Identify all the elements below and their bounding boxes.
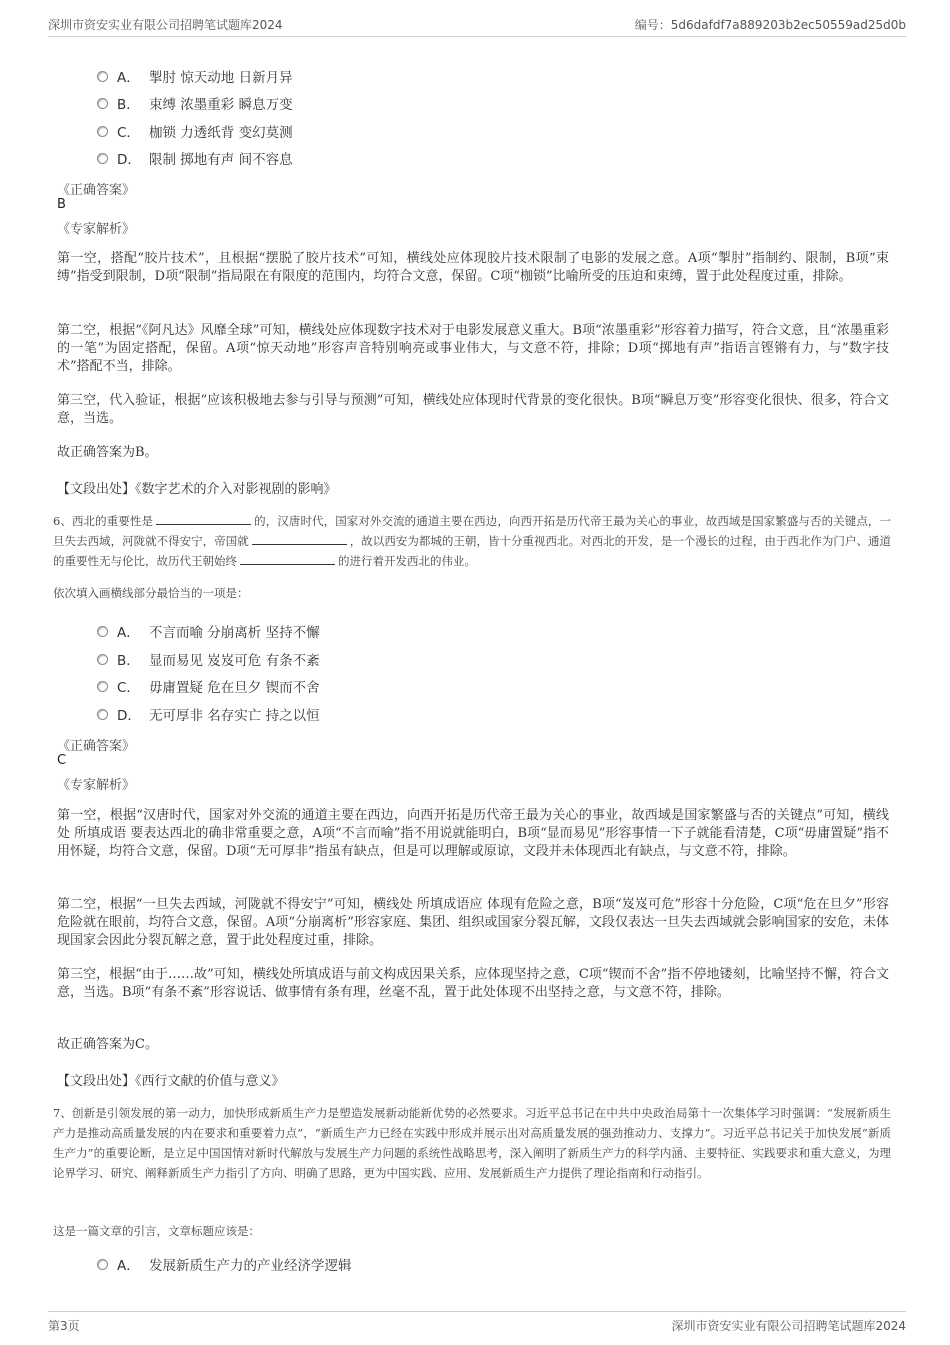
fill-blank-1 [156, 512, 251, 525]
q6-stem-part-1: 6、西北的重要性是 [53, 514, 154, 528]
q5-conclusion: 故正确答案为B。 [57, 445, 158, 460]
radio-icon[interactable] [97, 98, 108, 109]
option-letter: D． [117, 152, 141, 168]
q5-source: 【文段出处】《数字艺术的介入对影视剧的影响》 [57, 482, 337, 497]
option-text: 限制 掷地有声 间不容息 [149, 152, 293, 168]
option-text: 无可厚非 名存实亡 持之以恒 [149, 708, 320, 724]
option-text: 显而易见 岌岌可危 有条不紊 [149, 653, 320, 669]
q5-option-a[interactable] [97, 65, 293, 87]
q6-option-a[interactable] [97, 620, 320, 642]
radio-icon[interactable] [97, 654, 108, 665]
option-text: 毋庸置疑 危在旦夕 锲而不舍 [149, 680, 320, 696]
q6-conclusion: 故正确答案为C。 [57, 1037, 158, 1052]
q6-analysis-paragraph-1: 第一空，根据“汉唐时代，国家对外交流的通道主要在西边，向西开拓是历代帝王最为关心的事业，故西域是国家繁盛与否的关键点”可知，横线处 所填成语 要表达西北的确非常重要之意，A项“不言而喻”指不用说就能明白，B项“显而易见”形容事情一下子就能看清楚，C项“毋庸置疑”指不用怀疑，均符合文意，保留。D项“无可厚非”指虽有缺点，但是可以理解或原谅，文段并未体现西北有缺点，与文意不符，排除。 [57, 808, 889, 859]
option-letter: C． [117, 680, 140, 696]
q6-answer-label: 《正确答案》 [57, 739, 136, 754]
q5-analysis-paragraph-1: 第一空，搭配“胶片技术”，且根据“摆脱了胶片技术”可知，横线处应体现胶片技术限制了电影的发展之意。A项“掣肘”指制约、限制，B项“束缚”指受到限制，D项“限制”指局限在有限度的范围内，均符合文意，保留。C项“枷锁”比喻所受的压迫和束缚，置于此处程度过重，排除。 [57, 251, 889, 284]
q6-answer: C [57, 753, 67, 768]
q6-option-b[interactable] [97, 648, 320, 670]
option-letter: B． [117, 97, 140, 113]
radio-icon[interactable] [97, 126, 108, 137]
q6-stem-part-2: 的，汉唐时代，国家对外交流的通道主要在西边，向西开拓是历代帝王最为关心的事业，故西域是国家繁盛与否的关键点，一旦失去西域，河陇就不得安宁，帝国就 [53, 514, 891, 548]
q7-stem: 7、创新是引领发展的第一动力，加快形成新质生产力是塑造发展新动能新优势的必然要求。习近平总书记在中共中央政治局第十一次集体学习时强调：“发展新质生产力是推动高质量发展的内在要求和重要着力点”，“新质生产力已经在实践中形成并展示出对高质量发展的强劲推动力、支撑力”。习近平总书记关于加快发展“新质生产力”的重要论断，是立足中国国情对新时代解放与发展生产力问题的系统性战略思考，深入阐明了新质生产力的科学内涵、主要特征、实践要求和重大意义，为理论界学习、研究、阐释新质生产力指引了方向、明确了思路，更为中国实践、应用、发展新质生产力提供了理论指南和行动指引。 [53, 1106, 891, 1180]
header-document-id: 编号：5d6dafdf7a889203b2ec50559ad25d0b [634, 18, 906, 32]
q6-stem [53, 511, 891, 571]
radio-icon[interactable] [97, 709, 108, 720]
option-text: 发展新质生产力的产业经济学逻辑 [149, 1258, 352, 1274]
q6-source: 【文段出处】《西行文献的价值与意义》 [57, 1074, 285, 1089]
q6-stem-part-4: 的进行着开发西北的伟业。 [338, 554, 476, 568]
q6-option-c[interactable] [97, 675, 320, 697]
header-title: 深圳市资安实业有限公司招聘笔试题库2024 [48, 18, 283, 32]
q6-option-d[interactable] [97, 703, 320, 725]
q5-analysis-paragraph-2: 第二空，根据“《阿凡达》风靡全球”可知，横线处应体现数字技术对于电影发展意义重大。B项“浓墨重彩”形容着力描写，符合文意，且“浓墨重彩的一笔”为固定搭配，保留。A项“惊天动地”形容声音特别响亮或事业伟大，与文意不符，排除；D项“掷地有声”指语言铿锵有力，与“数字技术”搭配不当，排除。 [57, 323, 889, 374]
page-footer [48, 1311, 906, 1340]
q5-option-d[interactable] [97, 147, 293, 169]
radio-icon[interactable] [97, 1259, 108, 1270]
radio-icon[interactable] [97, 681, 108, 692]
fill-blank-2 [252, 532, 347, 545]
q6-prompt: 依次填入画横线部分最恰当的一项是： [53, 586, 249, 600]
option-letter: B． [117, 653, 140, 669]
radio-icon[interactable] [97, 153, 108, 164]
option-letter: A． [117, 1258, 140, 1274]
radio-icon[interactable] [97, 626, 108, 637]
q5-analysis-paragraph-3: 第三空，代入验证，根据“应该积极地去参与引导与预测”可知，横线处应体现时代背景的变化很快。B项“瞬息万变”形容变化很快、很多，符合文意，当选。 [57, 393, 889, 426]
q6-analysis-label: 《专家解析》 [57, 778, 136, 793]
fill-blank-3 [240, 552, 335, 565]
q6-stem-part-3: ，故以西安为都城的王朝，皆十分重视西北。对西北的开发，是一个漫长的过程，由于西北作为门户、通道的重要性无与伦比，故历代王朝始终 [53, 534, 891, 568]
option-text: 束缚 浓墨重彩 瞬息万变 [149, 97, 293, 113]
option-letter: A． [117, 625, 140, 641]
footer-title: 深圳市资安实业有限公司招聘笔试题库2024 [671, 1319, 906, 1333]
q5-option-b[interactable] [97, 92, 293, 114]
option-text: 枷锁 力透纸背 变幻莫测 [149, 125, 293, 141]
option-letter: D． [117, 708, 141, 724]
q5-answer-label: 《正确答案》 [57, 183, 136, 198]
q5-answer: B [57, 197, 66, 212]
page-number: 第3页 [48, 1319, 80, 1333]
option-letter: C． [117, 125, 140, 141]
q5-analysis-label: 《专家解析》 [57, 222, 136, 237]
option-text: 不言而喻 分崩离析 坚持不懈 [149, 625, 320, 641]
radio-icon[interactable] [97, 71, 108, 82]
q5-option-c[interactable] [97, 120, 293, 142]
page-header [48, 10, 906, 37]
q7-option-a[interactable] [97, 1253, 352, 1275]
option-letter: A． [117, 70, 140, 86]
q6-analysis-paragraph-3: 第三空，根据“由于……故”可知，横线处所填成语与前文构成因果关系，应体现坚持之意，C项“锲而不舍”指不停地镂刻，比喻坚持不懈，符合文意，当选。B项“有条不紊”形容说话、做事情有条有理，丝毫不乱，置于此处体现不出坚持之意，与文意不符，排除。 [57, 967, 889, 1000]
option-text: 掣肘 惊天动地 日新月异 [149, 70, 293, 86]
q7-prompt: 这是一篇文章的引言，文章标题应该是： [53, 1224, 260, 1238]
q6-analysis-paragraph-2: 第二空，根据“一旦失去西域，河陇就不得安宁”可知，横线处 所填成语应 体现有危险之意，B项“岌岌可危”形容十分危险，C项“危在旦夕”形容危险就在眼前，均符合文意，保留。A项“分崩离析”形容家庭、集团、组织或国家分裂瓦解，文段仅表达一旦失去西域就会影响国家的安危，未体现国家会因此分裂瓦解之意，置于此处程度过重，排除。 [57, 897, 889, 948]
